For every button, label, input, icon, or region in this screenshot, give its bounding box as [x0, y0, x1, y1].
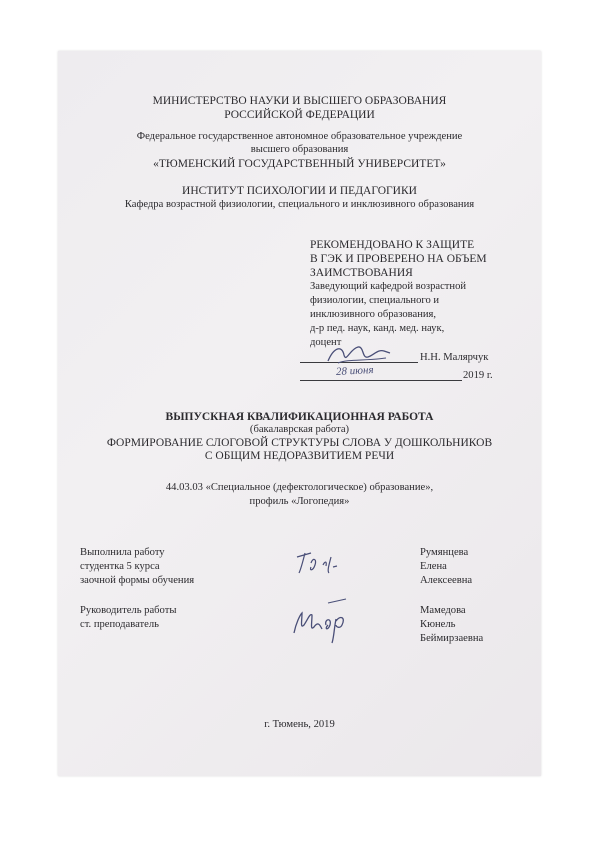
- approval-title-line-1: РЕКОМЕНДОВАНО К ЗАЩИТЕ: [310, 239, 475, 251]
- work-type: ВЫПУСКНАЯ КВАЛИФИКАЦИОННАЯ РАБОТА: [165, 411, 434, 423]
- specialty-line-1: 44.03.03 «Специальное (дефектологическое) образование»,: [165, 482, 434, 493]
- approval-year: 2019 г.: [463, 370, 493, 381]
- work-title-line-2: С ОБЩИМ НЕДОРАЗВИТИЕМ РЕЧИ: [204, 450, 395, 462]
- head-signature: [324, 341, 394, 367]
- approval-degree: д-р пед. наук, канд. мед. наук,: [310, 323, 445, 334]
- work-level: (бакалаврская работа): [249, 424, 350, 435]
- department-name: Кафедра возрастной физиологии, специального и инклюзивного образования: [124, 199, 475, 210]
- approval-title-line-2: В ГЭК И ПРОВЕРЕНО НА ОБЪЕМ: [310, 253, 487, 265]
- institute-name: ИНСТИТУТ ПСИХОЛОГИИ И ПЕДАГОГИКИ: [182, 185, 417, 197]
- ministry-line-2: РОССИЙСКОЙ ФЕДЕРАЦИИ: [224, 109, 375, 121]
- student-patronymic: Алексеевна: [420, 575, 473, 586]
- student-role-line-3: заочной формы обучения: [80, 575, 195, 586]
- place-year: г. Тюмень, 2019: [264, 719, 335, 730]
- specialty-line-2: профиль «Логопедия»: [249, 496, 350, 507]
- student-name: Елена: [420, 561, 447, 572]
- supervisor-role-line-2: ст. преподаватель: [80, 619, 159, 630]
- head-name: Н.Н. Малярчук: [420, 352, 489, 363]
- ministry-line-1: МИНИСТЕРСТВО НАУКИ И ВЫСШЕГО ОБРАЗОВАНИЯ: [152, 95, 447, 107]
- approval-rank: доцент: [310, 337, 342, 348]
- work-title-line-1: ФОРМИРОВАНИЕ СЛОГОВОЙ СТРУКТУРЫ СЛОВА У ДОШКОЛЬНИКОВ: [106, 437, 493, 449]
- institution-line-2: высшего образования: [250, 144, 349, 155]
- supervisor-surname: Мамедова: [420, 605, 466, 616]
- supervisor-patronymic: Беймирзаевна: [420, 633, 484, 644]
- approval-position-line-3: инклюзивного образования,: [310, 309, 437, 320]
- student-signature: [293, 547, 353, 577]
- approval-title-line-3: ЗАИМСТВОВАНИЯ: [310, 267, 413, 279]
- supervisor-role-line-1: Руководитель работы: [80, 605, 177, 616]
- supervisor-signature: [288, 595, 358, 645]
- approval-position-line-2: физиологии, специального и: [310, 295, 440, 306]
- supervisor-name: Кюнель: [420, 619, 456, 630]
- approval-position-line-1: Заведующий кафедрой возрастной: [310, 281, 467, 292]
- institution-line-1: Федеральное государственное автономное образовательное учреждение: [136, 131, 463, 142]
- handwritten-date: 28 июня: [335, 364, 374, 378]
- date-line: [300, 380, 462, 381]
- title-page: [58, 51, 541, 776]
- student-surname: Румянцева: [420, 547, 469, 558]
- university-name: «ТЮМЕНСКИЙ ГОСУДАРСТВЕННЫЙ УНИВЕРСИТЕТ»: [153, 158, 446, 170]
- student-role-line-1: Выполнила работу: [80, 547, 165, 558]
- student-role-line-2: студентка 5 курса: [80, 561, 160, 572]
